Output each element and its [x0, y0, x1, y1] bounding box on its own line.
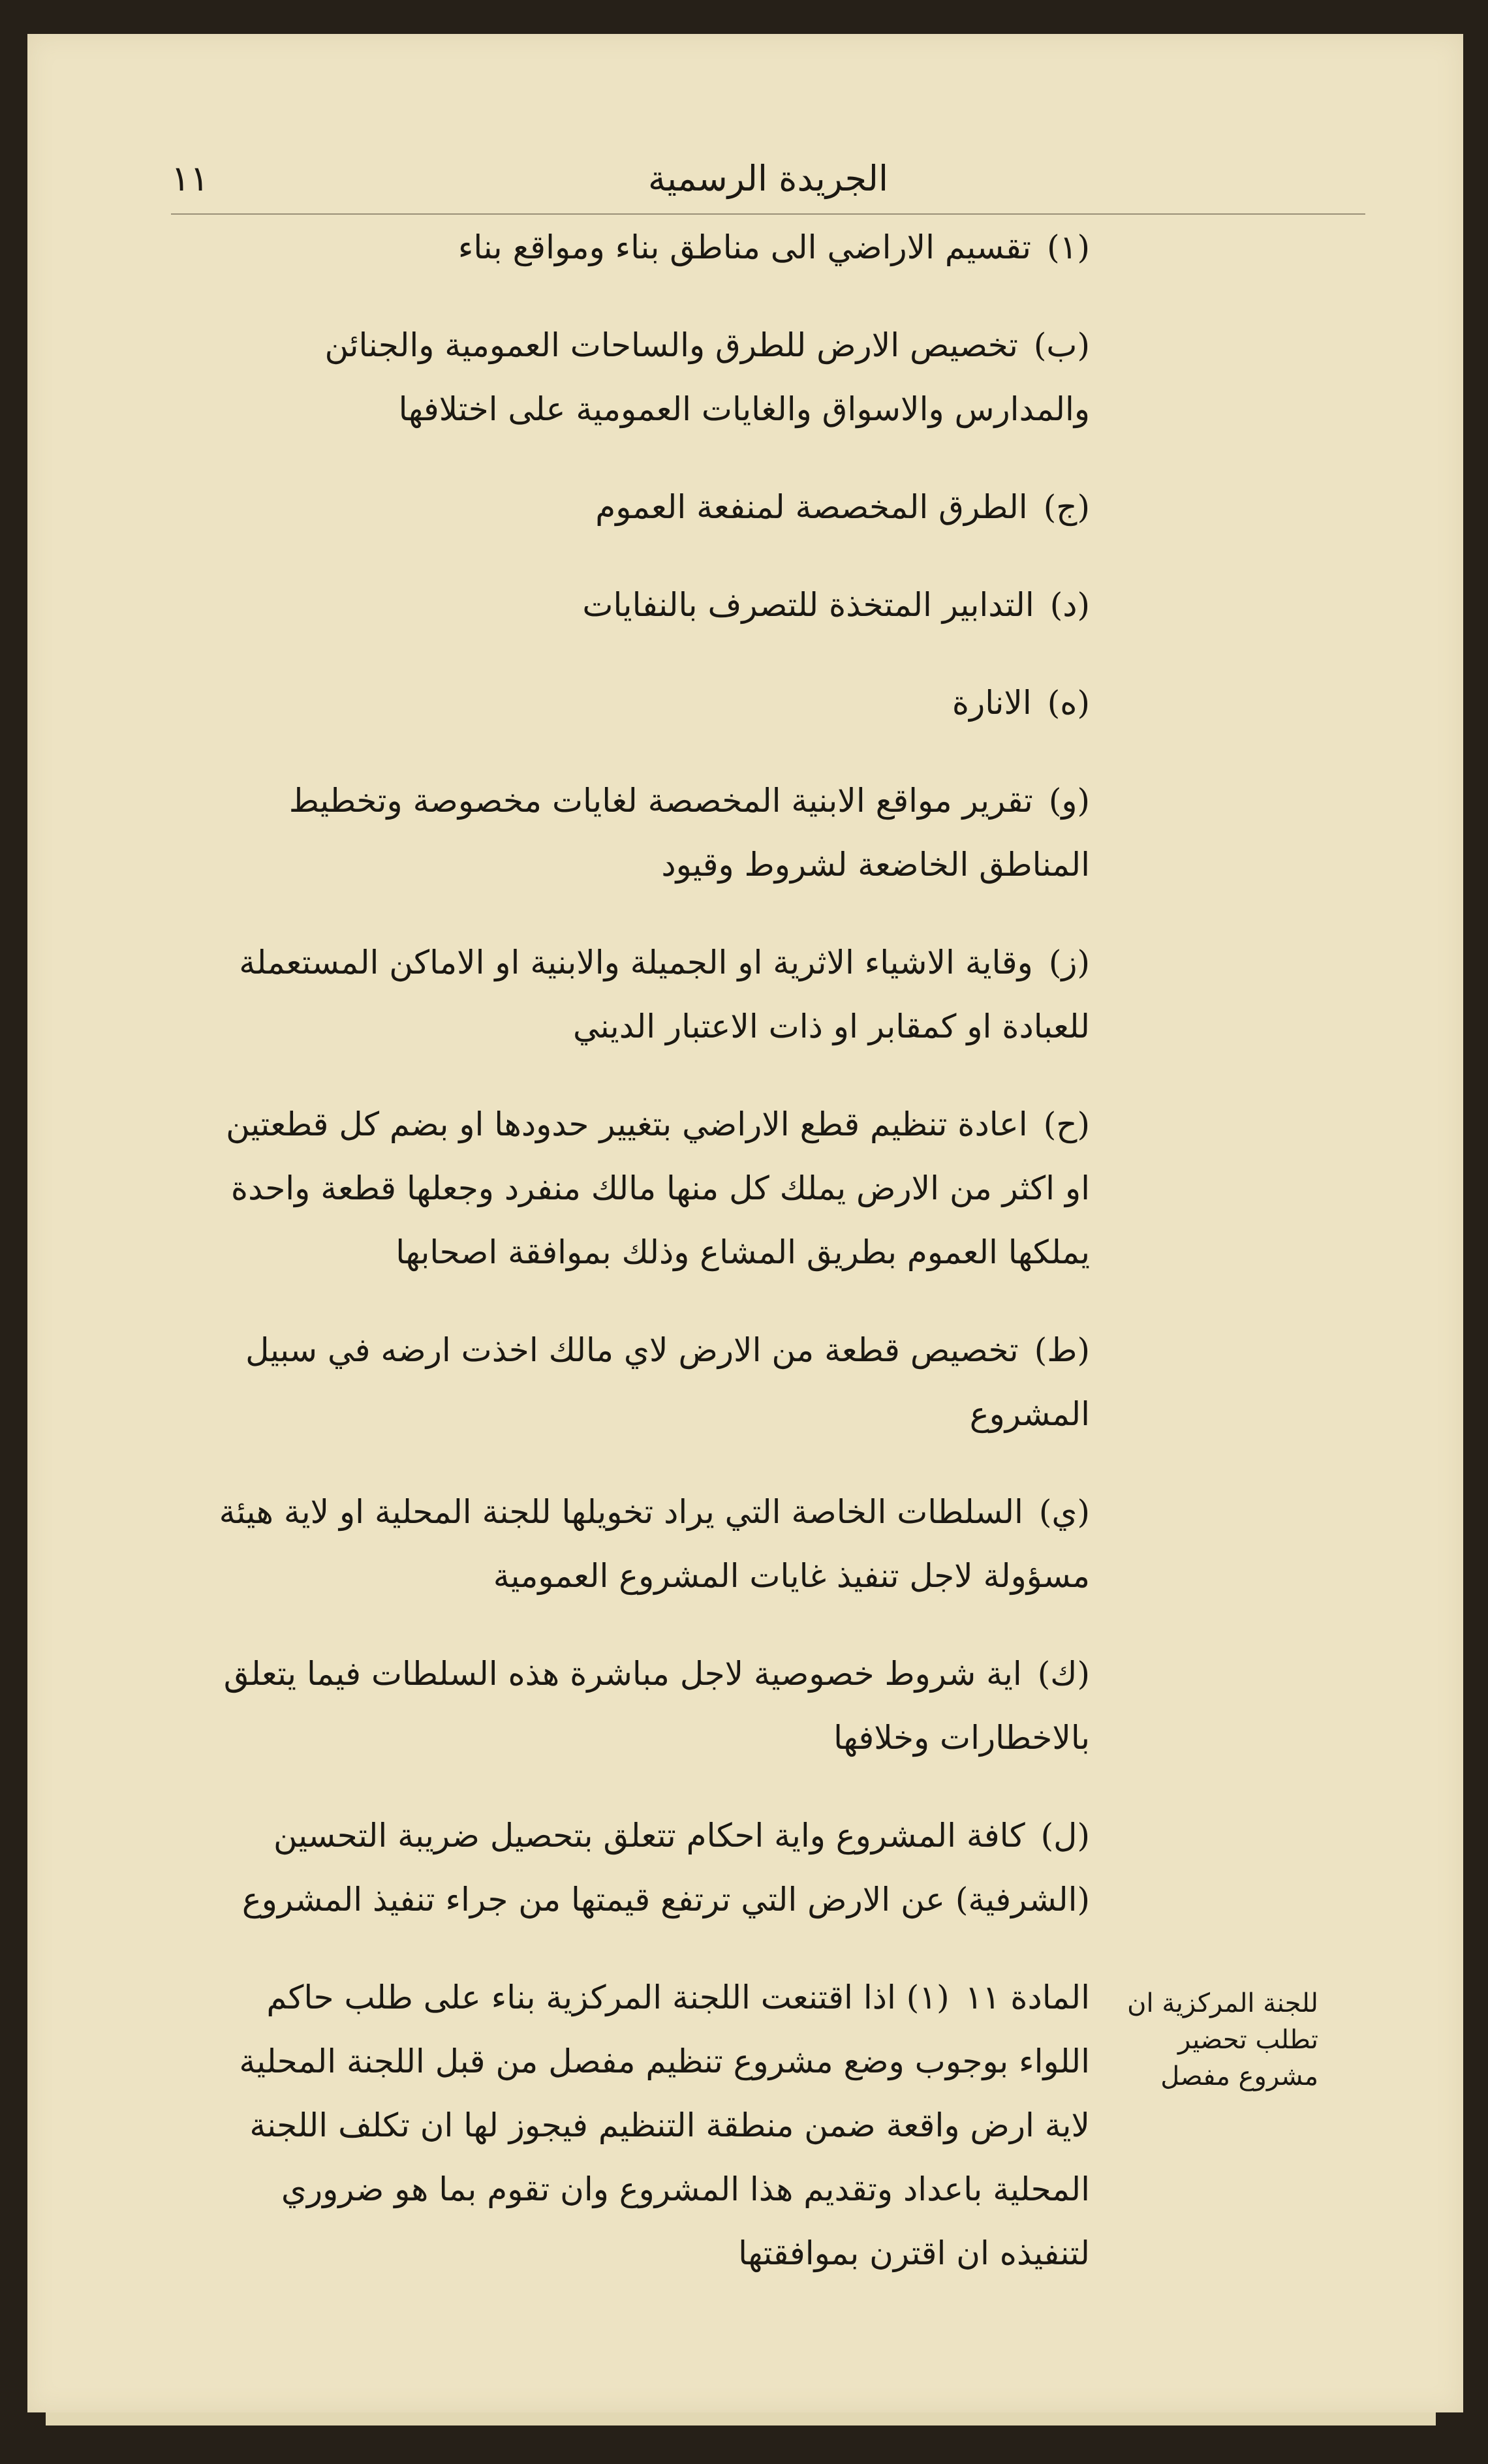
page-header — [171, 132, 1365, 215]
clause-dal — [215, 573, 1090, 637]
clause-text: تخصيص قطعة من الارض لاي مالك اخذت ارضه في سبيل المشروع — [245, 1331, 1090, 1433]
clause-text: السلطات الخاصة التي يراد تخويلها للجنة المحلية او لاية هيئة مسؤولة لاجل تنفيذ غايات المشروع العمومية — [219, 1493, 1090, 1595]
clause-label: (ط) — [1034, 1331, 1090, 1369]
clause-kaf — [215, 1642, 1090, 1770]
clause-lam — [215, 1804, 1090, 1932]
page-number: ١١ — [171, 158, 209, 199]
document-body — [215, 215, 1090, 2319]
clause-label: (ك) — [1037, 1655, 1090, 1693]
clause-ta — [215, 1318, 1090, 1446]
clause-label: (و) — [1048, 782, 1090, 820]
clause-text: تقسيم الاراضي الى مناطق بناء ومواقع بناء — [457, 228, 1032, 266]
running-title: الجريدة الرسمية — [648, 158, 888, 199]
clause-text: اية شروط خصوصية لاجل مباشرة هذه السلطات فيما يتعلق بالاخطارات وخلافها — [223, 1655, 1090, 1757]
clause-label: (ه) — [1047, 684, 1090, 722]
clause-zay — [215, 931, 1090, 1058]
article-11 — [215, 1965, 1090, 2285]
clause-ya — [215, 1480, 1090, 1608]
clause-label: (ح) — [1043, 1105, 1090, 1143]
article-number: المادة ١١ — [965, 1979, 1090, 2016]
margin-note: للجنة المركزية ان تطلب تحضير مشروع مفصل — [1127, 1988, 1318, 2091]
clause-text: وقاية الاشياء الاثرية او الجميلة والابنية او الاماكن المستعملة للعبادة او كمقابر او ذات الاعتبار الديني — [239, 944, 1090, 1045]
clause-text: الانارة — [952, 684, 1032, 722]
clause-label: (ب) — [1033, 326, 1090, 364]
clause-waw — [215, 769, 1090, 897]
clause-ba — [215, 313, 1090, 441]
article-text: (١) اذا اقتنعت اللجنة المركزية بناء على طلب حاكم اللواء بوجوب وضع مشروع تنظيم مفصل من قبل اللجنة المحلية لاية ارض واقعة ضمن منطقة التنظيم فيجوز لها ان تكلف اللجنة المحلية باعداد وتقديم هذا المشروع وان تقوم بما هو ضروري لتنفيذه ان اقترن بموافقتها — [239, 1979, 1090, 2272]
clause-label: (١) — [1047, 228, 1090, 266]
clause-label: (ج) — [1043, 488, 1090, 526]
clause-text: الطرق المخصصة لمنفعة العموم — [595, 488, 1028, 526]
clause-ha — [215, 671, 1090, 735]
clause-label: (د) — [1049, 586, 1090, 624]
clause-text: كافة المشروع واية احكام تتعلق بتحصيل ضريبة التحسين (الشرفية) عن الارض التي ترتفع قيمتها من جراء تنفيذ المشروع — [241, 1817, 1090, 1918]
clause-jim — [215, 475, 1090, 539]
clause-text: اعادة تنظيم قطع الاراضي بتغيير حدودها او بضم كل قطعتين او اكثر من الارض يملك كل منها مالك منفرد وجعلها قطعة واحدة يملكها العموم بطريق المشاع وذلك بموافقة اصحابها — [226, 1105, 1090, 1271]
clause-ha2 — [215, 1092, 1090, 1284]
clause-label: (ي) — [1038, 1493, 1090, 1531]
clause-alif — [215, 215, 1090, 279]
clause-label: (ل) — [1040, 1817, 1090, 1855]
clause-text: تخصيص الارض للطرق والساحات العمومية والجنائن والمدارس والاسواق والغايات العمومية على اختلافها — [324, 326, 1090, 428]
clause-text: تقرير مواقع الابنية المخصصة لغايات مخصوصة وتخطيط المناطق الخاضعة لشروط وقيود — [288, 782, 1090, 884]
clause-text: التدابير المتخذة للتصرف بالنفايات — [582, 586, 1034, 624]
clause-label: (ز) — [1048, 944, 1090, 981]
